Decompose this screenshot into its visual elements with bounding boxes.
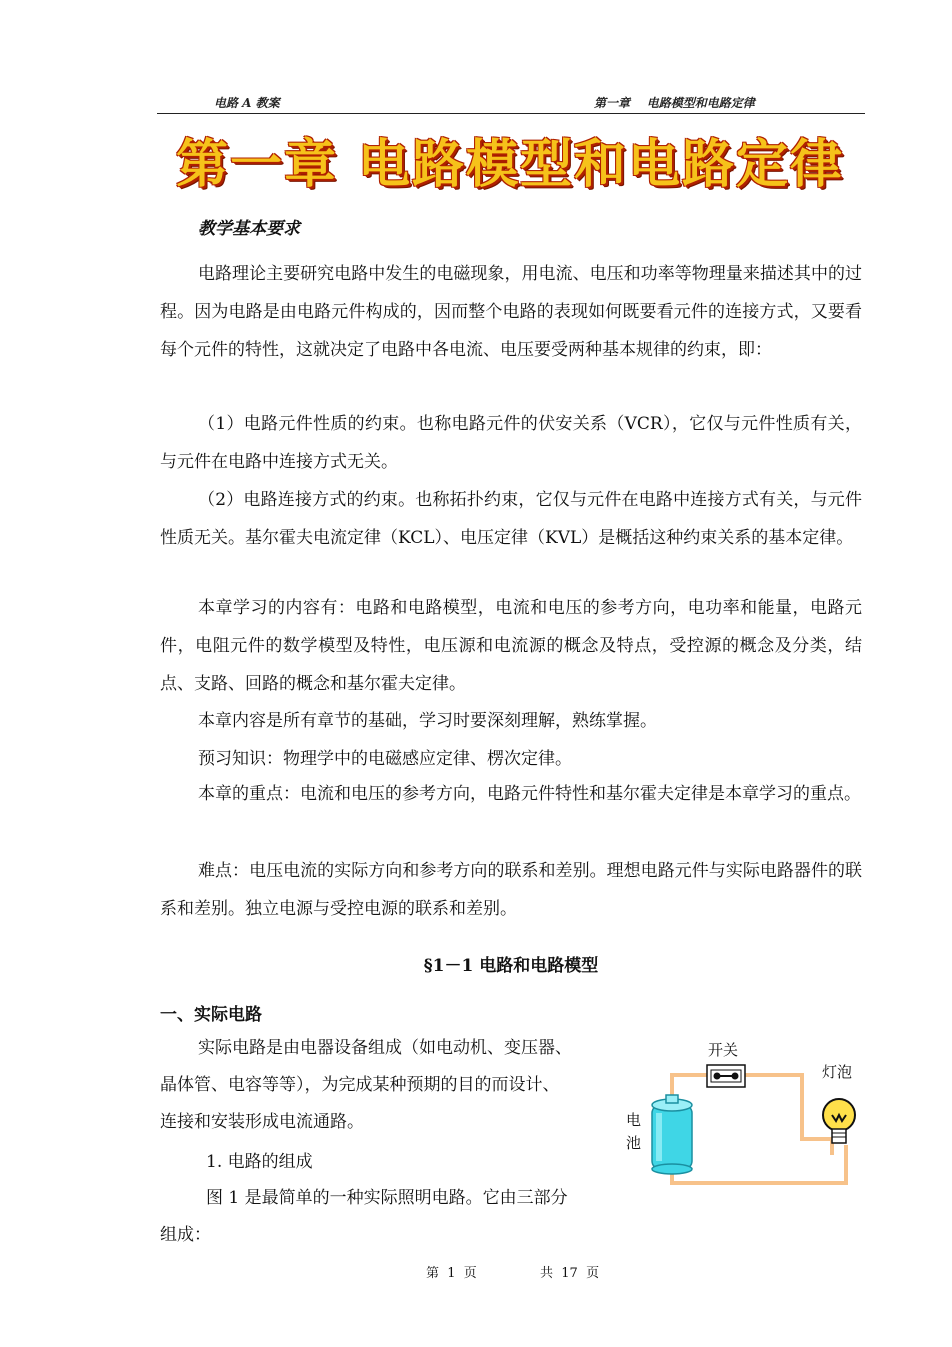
figure-description-line-2: 组成： [160, 1225, 211, 1245]
circuit-wires [672, 1075, 846, 1183]
subsection-heading: 一、实际电路 [160, 1005, 262, 1025]
chapter-title: 第一章 电路模型和电路定律 [175, 135, 845, 195]
footer-total-pages: 共 17 页 [540, 1266, 600, 1281]
figure-description-line-1: 图 1 是最简单的一种实际照明电路。它由三部分 [206, 1188, 568, 1208]
header-rule [157, 113, 865, 114]
paragraph-difficulties: 难点：电压电流的实际方向和参考方向的联系和差别。理想电路元件与实际电路器件的联系和差别。独立电源与受控电源的联系和差别。 [160, 861, 862, 919]
practical-line-2: 晶体管、电容等等），为完成某种预期的目的而设计、 [160, 1075, 560, 1095]
paragraph-key-points: 本章的重点：电流和电压的参考方向，电路元件特性和基尔霍夫定律是本章学习的重点。 [198, 784, 861, 804]
circuit-figure [620, 1035, 870, 1195]
battery-label-2: 池 [626, 1134, 642, 1152]
switch-label: 开关 [708, 1041, 739, 1059]
header-right: 第一章 电路模型和电路定律 [594, 96, 755, 110]
paragraph-constraint-2: （2）电路连接方式的约束。也称拓扑约束，它仅与元件在电路中连接方式有关，与元件性质无关。基尔霍夫电流定律（KCL）、电压定律（KVL）是概括这种约束关系的基本定律。 [160, 490, 862, 548]
circuit-diagram [620, 1035, 870, 1195]
header-left: 电路 A 教案 [214, 96, 280, 110]
practical-line-3: 连接和安装形成电流通路。 [160, 1112, 364, 1132]
paragraph-constraint-1: （1）电路元件性质的约束。也称电路元件的伏安关系（VCR），它仅与元件性质有关，与元件在电路中连接方式无关。 [160, 414, 862, 472]
paragraph-content: 本章学习的内容有：电路和电路模型，电流和电压的参考方向，电功率和能量，电路元件，电阻元件的数学模型及特性，电压源和电流源的概念及特点，受控源的概念及分类，结点、支路、回路的概念和基尔霍夫定律。 [160, 598, 862, 694]
bulb-icon [823, 1099, 855, 1143]
bulb-label: 灯泡 [822, 1063, 853, 1081]
wire-battery-to-switch [672, 1075, 708, 1097]
battery-label-1: 电 [626, 1111, 642, 1129]
teaching-requirements-heading: 教学基本要求 [198, 219, 300, 239]
circuit-composition-item: 1. 电路的组成 [206, 1152, 313, 1172]
battery-icon [652, 1095, 692, 1174]
footer-page-number: 第 1 页 [426, 1266, 477, 1281]
practical-line-1: 实际电路是由电器设备组成（如电动机、变压器、 [198, 1038, 572, 1058]
paragraph-preview: 预习知识：物理学中的电磁感应定律、楞次定律。 [198, 749, 572, 769]
wire-return [672, 1145, 846, 1183]
wire-switch-to-bulb [744, 1075, 832, 1155]
paragraph-intro: 电路理论主要研究电路中发生的电磁现象，用电流、电压和功率等物理量来描述其中的过程。因为电路是由电路元件构成的，因而整个电路的表现如何既要看元件的连接方式，又要看每个元件的特性，这就决定了电路中各电流、电压要受两种基本规律的约束，即： [160, 264, 862, 360]
section-title: §1－1 电路和电路模型 [423, 956, 599, 976]
paragraph-foundation: 本章内容是所有章节的基础，学习时要深刻理解，熟练掌握。 [198, 711, 657, 731]
switch-icon [707, 1065, 745, 1087]
